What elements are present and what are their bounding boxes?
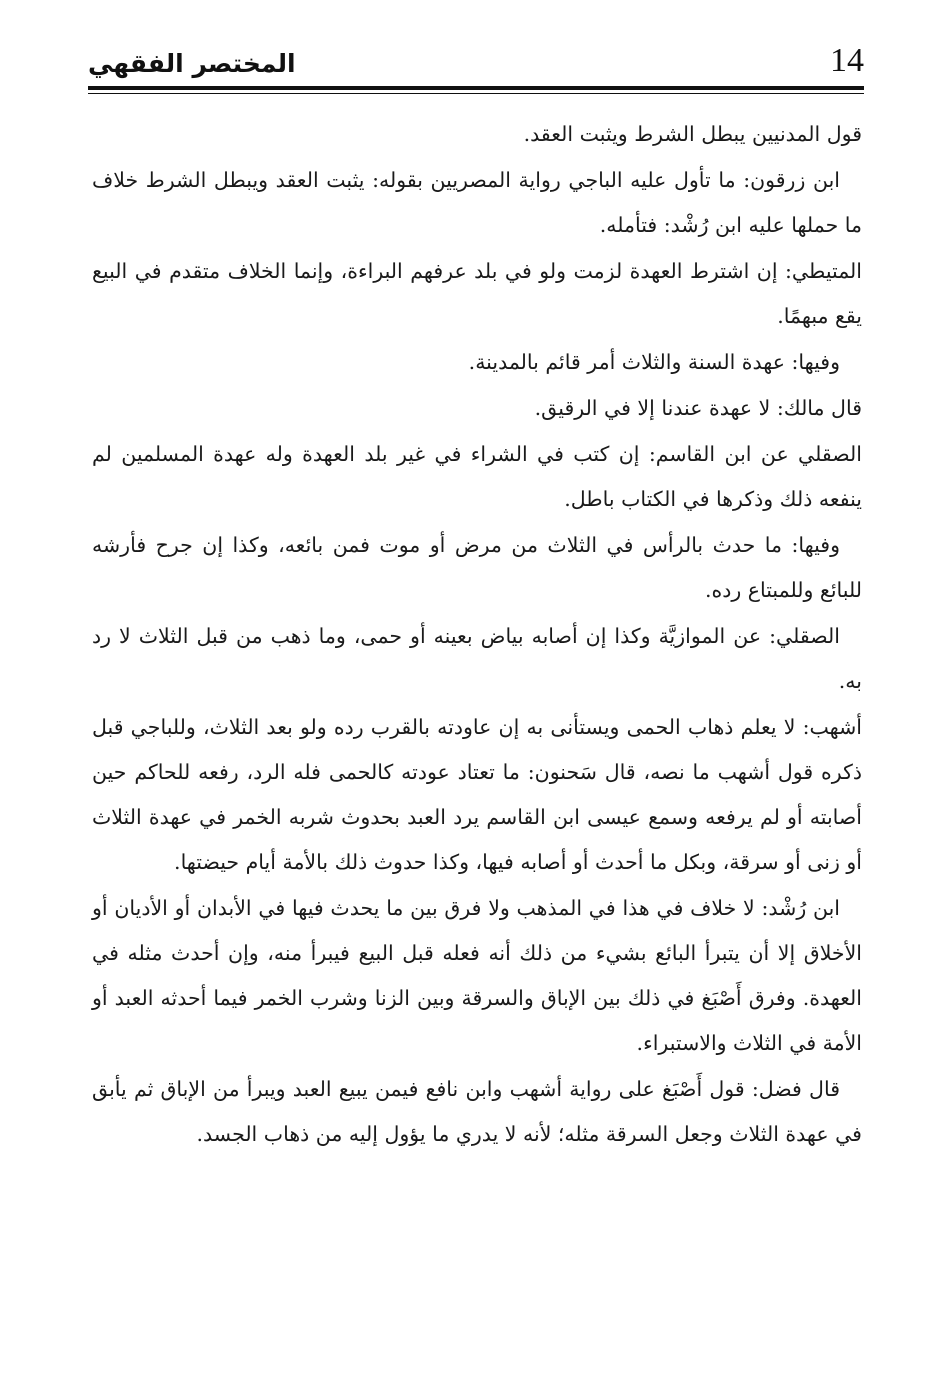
paragraph: قال مالك: لا عهدة عندنا إلا في الرقيق. (534, 396, 862, 420)
paragraph: الصقلي: عن الموازيَّة وكذا إن أصابه بياض بعينه أو حمى، وما ذهب من قبل الثلاث لا رد به. (92, 624, 862, 693)
page-body (92, 112, 862, 1158)
paragraph: قال فضل: قول أَصْبَغ على رواية أشهب وابن نافع فيمن يبيع العبد ويبرأ من الإباق ثم يأبق في عهدة الثلاث وجعل السرقة مثله؛ لأنه لا يدري ما يؤول إليه من ذهاب الجسد. (92, 1077, 862, 1146)
header-rule-thick (88, 86, 864, 90)
book-title: المختصر الفقهي (88, 49, 296, 78)
paragraph: أشهب: لا يعلم ذهاب الحمى ويستأنى به إن عاودته بالقرب رده ولو بعد الثلاث، وللباجي قبل ذكره قول أشهب ما نصه، قال سَحنون: ما تعتاد عودته كالحمى فله الرد، رفعه للحاكم حين أصابته أو لم يرفعه وسمع عيسى ابن القاسم يرد العبد بحدوث شربه الخمر في عهدة الثلاث أو زنى أو سرقة، وبكل ما أحدث أو أصابه فيها، وكذا حدوث ذلك بالأمة أيام حيضتها. (92, 715, 862, 874)
page-header (88, 40, 864, 84)
paragraph: وفيها: عهدة السنة والثلاث أمر قائم بالمدينة. (468, 350, 840, 374)
paragraph: قول المدنيين يبطل الشرط ويثبت العقد. (523, 122, 862, 146)
paragraph: الصقلي عن ابن القاسم: إن كتب في الشراء في غير بلد العهدة وله عهدة المسلمين لم ينفعه ذلك وذكرها في الكتاب باطل. (92, 442, 862, 511)
paragraph: ابن زرقون: ما تأول عليه الباجي رواية المصريين بقوله: يثبت العقد ويبطل الشرط خلاف ما حملها عليه ابن رُشْد: فتأمله. (92, 168, 862, 237)
header-rule-thin (88, 93, 864, 94)
page-number: 14 (830, 42, 864, 79)
paragraph: وفيها: ما حدث بالرأس في الثلاث من مرض أو موت فمن بائعه، وكذا إن جرح فأرشه للبائع وللمبتاع رده. (92, 533, 862, 602)
paragraph: المتيطي: إن اشترط العهدة لزمت ولو في بلد عرفهم البراءة، وإنما الخلاف متقدم في البيع يقع مبهمًا. (92, 259, 862, 328)
paragraph: ابن رُشْد: لا خلاف في هذا في المذهب ولا فرق بين ما يحدث فيها في الأبدان أو الأديان أو الأخلاق إلا أن يتبرأ البائع بشيء من ذلك أنه فعله قبل البيع فيبرأ منه، وإن أحدث مثله في العهدة. وفرق أَصْبَغ في ذلك بين الإباق والسرقة وبين الزنا وشرب الخمر فيما أحدثه العبد أو الأمة في الثلاث والاستبراء. (92, 896, 862, 1055)
